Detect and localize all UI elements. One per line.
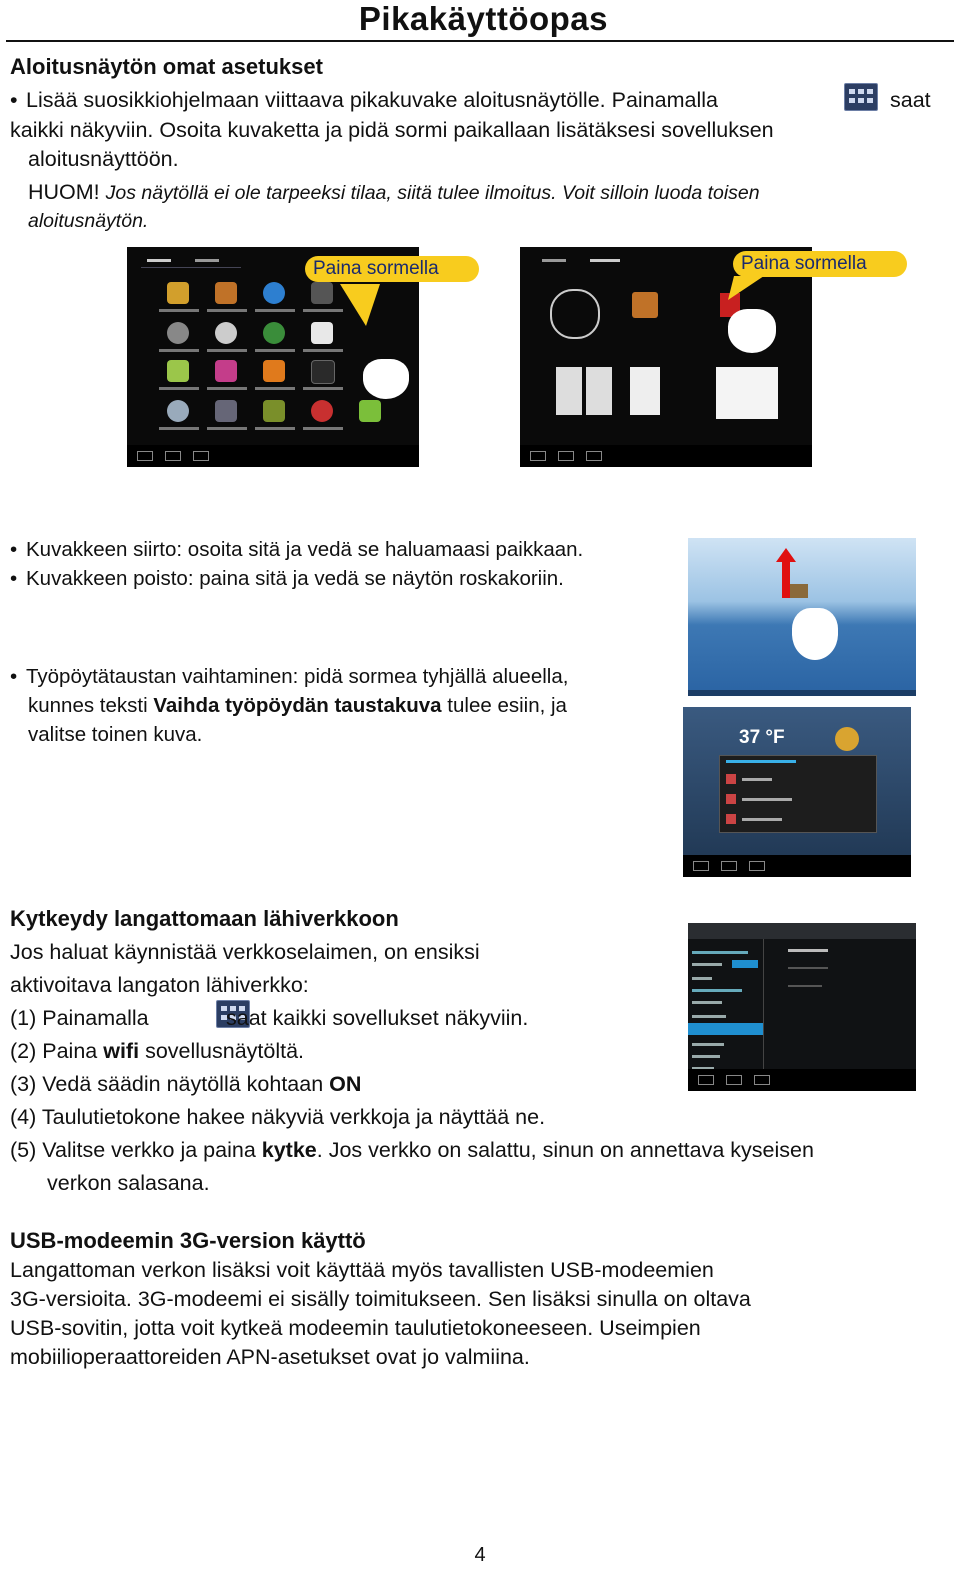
pointing-hand-icon-3 [792,608,838,660]
note-text: Jos näytöllä ei ole tarpeeksi tilaa, siitä tulee ilmoitus. Voit silloin luoda toisen [105,182,760,204]
wifi-step1-post: saat kaikki sovellukset näkyviin. [226,1006,529,1030]
sun-icon [835,727,859,751]
callout-pointer-right [728,276,768,316]
usb-line3: USB-sovitin, jotta voit kytkeä modeemin taulutietokoneeseen. Useimpien [10,1316,701,1340]
screenshot-settings [688,923,916,1091]
bullet-wallpaper-line2 [28,691,567,720]
wifi-toggle [732,960,758,968]
wifi-intro-line2: aktivoitava langaton lähiverkko: [10,973,309,997]
wifi-step5 [10,1136,955,1165]
wifi-step2 [10,1037,304,1066]
page-number: 4 [474,1544,486,1566]
wifi-step3-pre: (3) Vedä säädin näytöllä kohtaan [10,1072,324,1096]
wallpaper-dialog [719,755,877,833]
section1-bullet-line3: aloitusnäyttöön. [28,147,179,171]
bullet-move-text: Kuvakkeen siirto: osoita sitä ja vedä se haluamaasi paikkaan. [26,538,584,561]
android-navbar-4 [683,855,911,877]
wifi-step2-bold: wifi [103,1039,140,1063]
wallpaper-line2-pre: kunnes teksti [28,694,148,717]
section1-bullet-text-b: saat [890,88,931,112]
pointing-hand-icon [363,359,409,399]
wifi-step4: (4) Taulutietokone hakee näkyviä verkkoja ja näyttää ne. [10,1105,546,1129]
title-rule [6,40,954,42]
android-navbar [127,445,419,467]
bullet-move-icon: • Kuvakkeen siirto: osoita sitä ja vedä se haluamaasi paikkaan. [10,538,584,561]
note-line2: aloitusnäytön. [28,210,149,232]
section-heading-home-screen: Aloitusnäytön omat asetukset [10,54,323,79]
weather-temperature: 37 °F [739,727,785,748]
wifi-step5-line2: verkon salasana. [47,1171,210,1195]
wifi-step5-bold: kytke [261,1138,317,1162]
bullet-wallpaper: • Työpöytätaustan vaihtaminen: pidä sormea tyhjällä alueella, [10,665,569,688]
usb-line4: mobiilioperaattoreiden APN-asetukset ovat jo valmiina. [10,1345,530,1369]
all-apps-icon [844,83,878,111]
wifi-intro-line1: Jos haluat käynnistää verkkoselaimen, on ensiksi [10,940,480,964]
wifi-step3 [10,1070,361,1099]
wifi-step1-pre: (1) Painamalla [10,1006,149,1030]
wallpaper-line2-post: tulee esiin, ja [447,694,567,717]
bullet-wallpaper-line1: Työpöytätaustan vaihtaminen: pidä sormea tyhjällä alueella, [26,665,569,688]
callout-press-left: Paina sormella [305,256,479,282]
bullet-remove-text: Kuvakkeen poisto: paina sitä ja vedä se näytön roskakoriin. [26,567,564,590]
callout-pointer-left [340,284,380,334]
bullet-remove-icon: • Kuvakkeen poisto: paina sitä ja vedä se näytön roskakoriin. [10,567,564,590]
bullet-dot: • [10,88,18,112]
section1-note [28,178,760,208]
settings-selected-row [688,1023,763,1035]
screenshot-drag-remove [688,538,916,696]
section1-bullet-text-a: Lisää suosikkiohjelmaan viittaava pikakuvake aloitusnäytölle. Painamalla [26,88,718,112]
wallpaper-line2-bold: Vaihda työpöydän taustakuva [153,694,442,717]
section-heading-usb-modem: USB-modeemin 3G-version käyttö [10,1228,366,1253]
wifi-step5-post: . Jos verkko on salattu, sinun on annettava kyseisen [316,1138,814,1162]
section1-bullet [10,86,950,115]
wifi-step3-bold: ON [329,1072,362,1096]
screenshot-wallpaper-chooser [683,707,911,877]
note-label: HUOM! [28,180,100,204]
wifi-step5-pre: (5) Valitse verkko ja paina [10,1138,256,1162]
android-navbar-2 [520,445,812,467]
screenshot-widgets [520,247,812,467]
wifi-step2-post: sovellusnäytöltä. [145,1039,305,1063]
usb-line1: Langattoman verkon lisäksi voit käyttää myös tavallisten USB-modeemien [10,1258,714,1282]
callout-press-right: Paina sormella [733,251,907,277]
wifi-step2-pre: (2) Paina [10,1039,98,1063]
android-navbar-5 [688,1069,916,1091]
section1-bullet-line2: kaikki näkyviin. Osoita kuvaketta ja pidä sormi paikallaan lisätäksesi sovelluksen [10,118,774,142]
usb-line2: 3G-versioita. 3G-modeemi ei sisälly toimitukseen. Sen lisäksi sinulla on oltava [10,1287,751,1311]
bullet-wallpaper-line3: valitse toinen kuva. [28,723,203,746]
page-title: Pikakäyttöopas [358,0,608,37]
section-heading-wifi: Kytkeydy langattomaan lähiverkkoon [10,906,399,931]
